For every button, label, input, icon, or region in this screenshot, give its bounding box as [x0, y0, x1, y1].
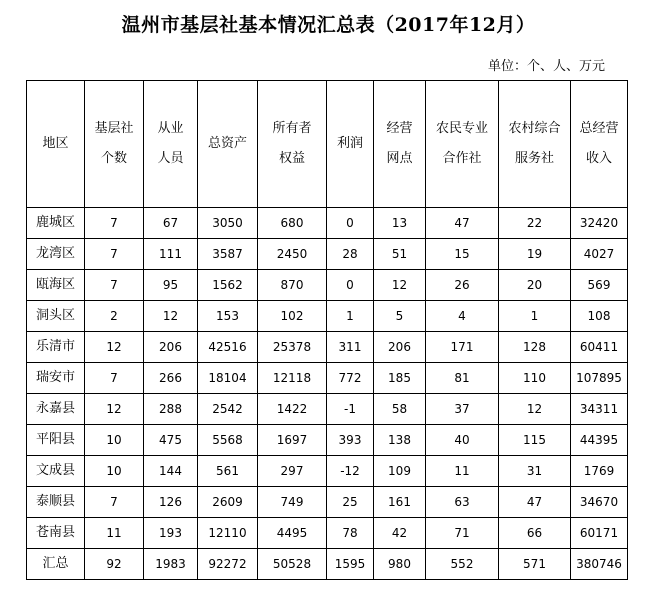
page-title: 温州市基层社基本情况汇总表（2017年12月）	[121, 14, 536, 36]
table-cell: 108	[571, 301, 628, 332]
region-cell: 瑞安市	[27, 363, 85, 394]
region-cell: 平阳县	[27, 425, 85, 456]
table-cell: 206	[144, 332, 198, 363]
table-cell: 193	[144, 518, 198, 549]
table-cell: 12118	[258, 363, 327, 394]
table-cell: 475	[144, 425, 198, 456]
table-row	[27, 332, 628, 363]
table-cell: 47	[499, 487, 571, 518]
table-cell: 12	[499, 394, 571, 425]
column-header-text: 地区	[42, 136, 69, 151]
table-cell: 1595	[327, 549, 374, 580]
table-cell: 266	[144, 363, 198, 394]
table-cell: 20	[499, 270, 571, 301]
table-cell: 153	[198, 301, 258, 332]
region-cell: 龙湾区	[27, 239, 85, 270]
table-cell: 12110	[198, 518, 258, 549]
table-cell: 0	[327, 208, 374, 239]
table-row	[27, 425, 628, 456]
column-header	[258, 81, 327, 208]
region-cell: 乐清市	[27, 332, 85, 363]
table-cell: 4027	[571, 239, 628, 270]
table-cell: 10	[85, 456, 144, 487]
column-header	[499, 81, 571, 208]
table-row	[27, 208, 628, 239]
column-header-text: 人员	[157, 151, 184, 166]
table-cell: 58	[374, 394, 426, 425]
column-header-text: 个数	[100, 151, 127, 166]
column-header	[27, 81, 85, 208]
table-cell: 171	[426, 332, 499, 363]
table-cell: 26	[426, 270, 499, 301]
table-cell: 128	[499, 332, 571, 363]
column-header	[198, 81, 258, 208]
table-cell: 11	[85, 518, 144, 549]
table-cell: 102	[258, 301, 327, 332]
table-cell: 2450	[258, 239, 327, 270]
table-cell: 393	[327, 425, 374, 456]
table-cell: 161	[374, 487, 426, 518]
column-header-text: 利润	[336, 136, 363, 151]
column-header-text: 服务社	[514, 151, 554, 166]
column-header	[144, 81, 198, 208]
table-cell: 571	[499, 549, 571, 580]
summary-table	[26, 80, 628, 580]
column-header	[327, 81, 374, 208]
region-cell: 永嘉县	[27, 394, 85, 425]
table-cell: 980	[374, 549, 426, 580]
table-cell: 47	[426, 208, 499, 239]
table-cell: 12	[144, 301, 198, 332]
column-header-text: 收入	[585, 151, 612, 166]
table-cell: 25	[327, 487, 374, 518]
region-cell: 苍南县	[27, 518, 85, 549]
table-row	[27, 518, 628, 549]
table-cell: 12	[85, 332, 144, 363]
table-cell: 552	[426, 549, 499, 580]
table-cell: 870	[258, 270, 327, 301]
table-cell: 5	[374, 301, 426, 332]
region-cell: 洞头区	[27, 301, 85, 332]
table-cell: 92272	[198, 549, 258, 580]
table-row	[27, 394, 628, 425]
table-cell: 1	[499, 301, 571, 332]
table-cell: 67	[144, 208, 198, 239]
column-header-text: 合作社	[442, 151, 482, 166]
table-cell: 32420	[571, 208, 628, 239]
table-cell: 2542	[198, 394, 258, 425]
table-cell: -12	[327, 456, 374, 487]
column-header-text: 网点	[386, 151, 413, 166]
table-cell: 3050	[198, 208, 258, 239]
table-cell: 11	[426, 456, 499, 487]
table-cell: 749	[258, 487, 327, 518]
table-row	[27, 363, 628, 394]
table-cell: 4495	[258, 518, 327, 549]
table-cell: 0	[327, 270, 374, 301]
table-cell: 185	[374, 363, 426, 394]
table-cell: 311	[327, 332, 374, 363]
table-cell: 7	[85, 487, 144, 518]
region-cell: 瓯海区	[27, 270, 85, 301]
table-cell: 15	[426, 239, 499, 270]
table-cell: 13	[374, 208, 426, 239]
table-cell: 7	[85, 363, 144, 394]
table-cell: 50528	[258, 549, 327, 580]
column-header-text: 总经营	[579, 121, 619, 136]
table-header-row	[27, 81, 628, 208]
table-row	[27, 487, 628, 518]
table-cell: 772	[327, 363, 374, 394]
table-cell: 60411	[571, 332, 628, 363]
table-row	[27, 239, 628, 270]
column-header-text: 所有者	[272, 121, 312, 136]
table-cell: 42	[374, 518, 426, 549]
table-cell: 37	[426, 394, 499, 425]
table-cell: 22	[499, 208, 571, 239]
table-cell: 18104	[198, 363, 258, 394]
table-cell: 31	[499, 456, 571, 487]
table-cell: 10	[85, 425, 144, 456]
table-cell: 1562	[198, 270, 258, 301]
unit-note: 单位：个、人、万元	[487, 59, 605, 74]
table-cell: 2	[85, 301, 144, 332]
table-cell: 66	[499, 518, 571, 549]
column-header	[571, 81, 628, 208]
table-cell: 680	[258, 208, 327, 239]
column-header	[85, 81, 144, 208]
column-header-text: 总资产	[207, 136, 247, 151]
table-cell: 107895	[571, 363, 628, 394]
column-header-text: 农民专业	[435, 121, 488, 136]
column-header-text: 基层社	[94, 121, 134, 136]
region-cell: 汇总	[27, 549, 85, 580]
table-cell: 115	[499, 425, 571, 456]
table-cell: 1983	[144, 549, 198, 580]
table-cell: 44395	[571, 425, 628, 456]
table-cell: 1	[327, 301, 374, 332]
table-cell: 51	[374, 239, 426, 270]
table-cell: 34311	[571, 394, 628, 425]
table-cell: 78	[327, 518, 374, 549]
table-cell: 12	[374, 270, 426, 301]
column-header-text: 权益	[278, 151, 305, 166]
table-cell: 7	[85, 208, 144, 239]
region-cell: 鹿城区	[27, 208, 85, 239]
table-cell: 25378	[258, 332, 327, 363]
column-header-text: 从业	[157, 121, 184, 136]
column-header	[374, 81, 426, 208]
table-cell: 34670	[571, 487, 628, 518]
table-cell: 5568	[198, 425, 258, 456]
table-cell: 144	[144, 456, 198, 487]
table-cell: 297	[258, 456, 327, 487]
table-cell: 1697	[258, 425, 327, 456]
table-cell: 42516	[198, 332, 258, 363]
table-cell: 126	[144, 487, 198, 518]
table-cell: 63	[426, 487, 499, 518]
column-header-text: 经营	[386, 121, 413, 136]
table-cell: 110	[499, 363, 571, 394]
table-cell: 7	[85, 239, 144, 270]
table-cell: 92	[85, 549, 144, 580]
column-header	[426, 81, 499, 208]
table-cell: 380746	[571, 549, 628, 580]
table-cell: 40	[426, 425, 499, 456]
table-cell: 206	[374, 332, 426, 363]
table-cell: 12	[85, 394, 144, 425]
region-cell: 泰顺县	[27, 487, 85, 518]
table-cell: 4	[426, 301, 499, 332]
table-cell: 19	[499, 239, 571, 270]
table-cell: 3587	[198, 239, 258, 270]
table-cell: 111	[144, 239, 198, 270]
table-row	[27, 549, 628, 580]
table-cell: 1769	[571, 456, 628, 487]
table-cell: 71	[426, 518, 499, 549]
table-cell: 1422	[258, 394, 327, 425]
table-row	[27, 456, 628, 487]
table-cell: 60171	[571, 518, 628, 549]
table-row	[27, 301, 628, 332]
table-cell: 95	[144, 270, 198, 301]
table-cell: -1	[327, 394, 374, 425]
table-cell: 81	[426, 363, 499, 394]
column-header-text: 农村综合	[508, 121, 561, 136]
region-cell: 文成县	[27, 456, 85, 487]
table-cell: 7	[85, 270, 144, 301]
table-cell: 561	[198, 456, 258, 487]
table-row	[27, 270, 628, 301]
table-cell: 109	[374, 456, 426, 487]
table-cell: 288	[144, 394, 198, 425]
table-cell: 569	[571, 270, 628, 301]
table-cell: 28	[327, 239, 374, 270]
table-cell: 138	[374, 425, 426, 456]
table-cell: 2609	[198, 487, 258, 518]
